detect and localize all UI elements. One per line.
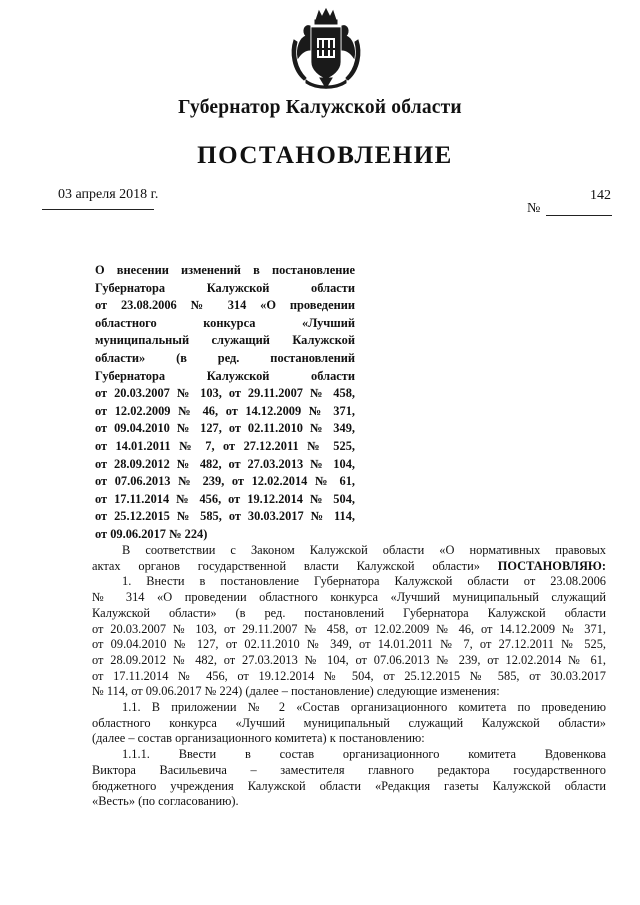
issuing-authority: Губернатор Калужской области <box>178 97 462 118</box>
body-line: от 17.11.2014 № 456, от 19.12.2014 № 504, от 25.12.2015 № 585, от 30.03.2017 <box>92 668 606 683</box>
body-line: 1.1.1. Ввести в состав организационного комитета Вдовенкова <box>122 747 606 762</box>
subject-line: от 09.06.2017 № 224) <box>95 526 208 541</box>
body-line: бюджетного учреждения Калужской области «Редакция газеты Калужской области <box>92 778 606 793</box>
document-number-value: 142 <box>590 188 611 203</box>
resolution-keyword: ПОСТАНОВЛЯЮ: <box>497 558 606 573</box>
body-line: 1.1. В приложении № 2 «Состав организационного комитета по проведению <box>122 700 606 715</box>
body-line: 1. Внести в постановление Губернатора Калужской области от 23.08.2006 <box>122 574 606 589</box>
subject-line: от 14.01.2011 № 7, от 27.12.2011 № 525, <box>95 438 355 453</box>
subject-line: Губернатора Калужской области <box>95 368 355 383</box>
number-underline <box>546 215 612 216</box>
date-underline <box>42 209 154 210</box>
body-line: № 114, от 09.06.2017 № 224) (далее – постановление) следующие изменения: <box>92 684 500 699</box>
subject-line: от 23.08.2006 № 314 «О проведении <box>95 298 355 313</box>
body-line: Виктора Васильевича – заместителя главного редактора государственного <box>92 762 606 777</box>
body-line: (далее – состав организационного комитета) к постановлению: <box>92 731 425 746</box>
body-line: № 314 «О проведении областного конкурса «Лучший муниципальный служащий <box>92 590 606 605</box>
body-line <box>92 559 606 575</box>
subject-line: от 09.04.2010 № 127, от 02.11.2010 № 349, <box>95 421 355 436</box>
subject-line: от 20.03.2007 № 103, от 29.11.2007 № 458, <box>95 386 355 401</box>
document-date: 03 апреля 2018 г. <box>58 187 159 202</box>
subject-line: области» (в ред. постановлений <box>95 350 355 365</box>
subject-line: областного конкурса «Лучший <box>95 315 355 330</box>
subject-line: Губернатора Калужской области <box>95 280 355 295</box>
document-subject <box>95 262 355 544</box>
body-line: В соответствии с Законом Калужской области «О нормативных правовых <box>122 543 606 557</box>
document-body <box>92 543 606 810</box>
subject-line: О внесении изменений в постановление <box>95 263 355 277</box>
document-number-label: № <box>527 201 541 216</box>
subject-line: от 07.06.2013 № 239, от 12.02.2014 № 61, <box>95 474 355 489</box>
subject-line: от 17.11.2014 № 456, от 19.12.2014 № 504, <box>95 491 355 506</box>
subject-line: от 28.09.2012 № 482, от 27.03.2013 № 104, <box>95 456 355 471</box>
body-text: актах органов государственной власти Калужской области» <box>92 558 498 573</box>
body-line: Калужской области» (в ред. постановлений Губернатора Калужской области <box>92 605 606 620</box>
body-line: от 28.09.2012 № 482, от 27.03.2013 № 104, от 07.06.2013 № 239, от 12.02.2014 № 61, <box>92 652 606 667</box>
body-line: «Весть» (по согласованию). <box>92 794 239 809</box>
body-line: от 09.04.2010 № 127, от 02.11.2010 № 349, от 14.01.2011 № 7, от 27.12.2011 № 525, <box>92 637 606 652</box>
coat-of-arms-emblem <box>288 6 364 92</box>
body-line: от 20.03.2007 № 103, от 29.11.2007 № 458, от 12.02.2009 № 46, от 14.12.2009 № 371, <box>92 621 606 636</box>
document-type-title: ПОСТАНОВЛЕНИЕ <box>197 142 453 169</box>
subject-line: муниципальный служащий Калужской <box>95 333 355 348</box>
subject-line: от 12.02.2009 № 46, от 14.12.2009 № 371, <box>95 403 355 418</box>
subject-line: от 25.12.2015 № 585, от 30.03.2017 № 114, <box>95 509 355 524</box>
body-line: областного конкурса «Лучший муниципальный служащий Калужской области» <box>92 715 606 730</box>
